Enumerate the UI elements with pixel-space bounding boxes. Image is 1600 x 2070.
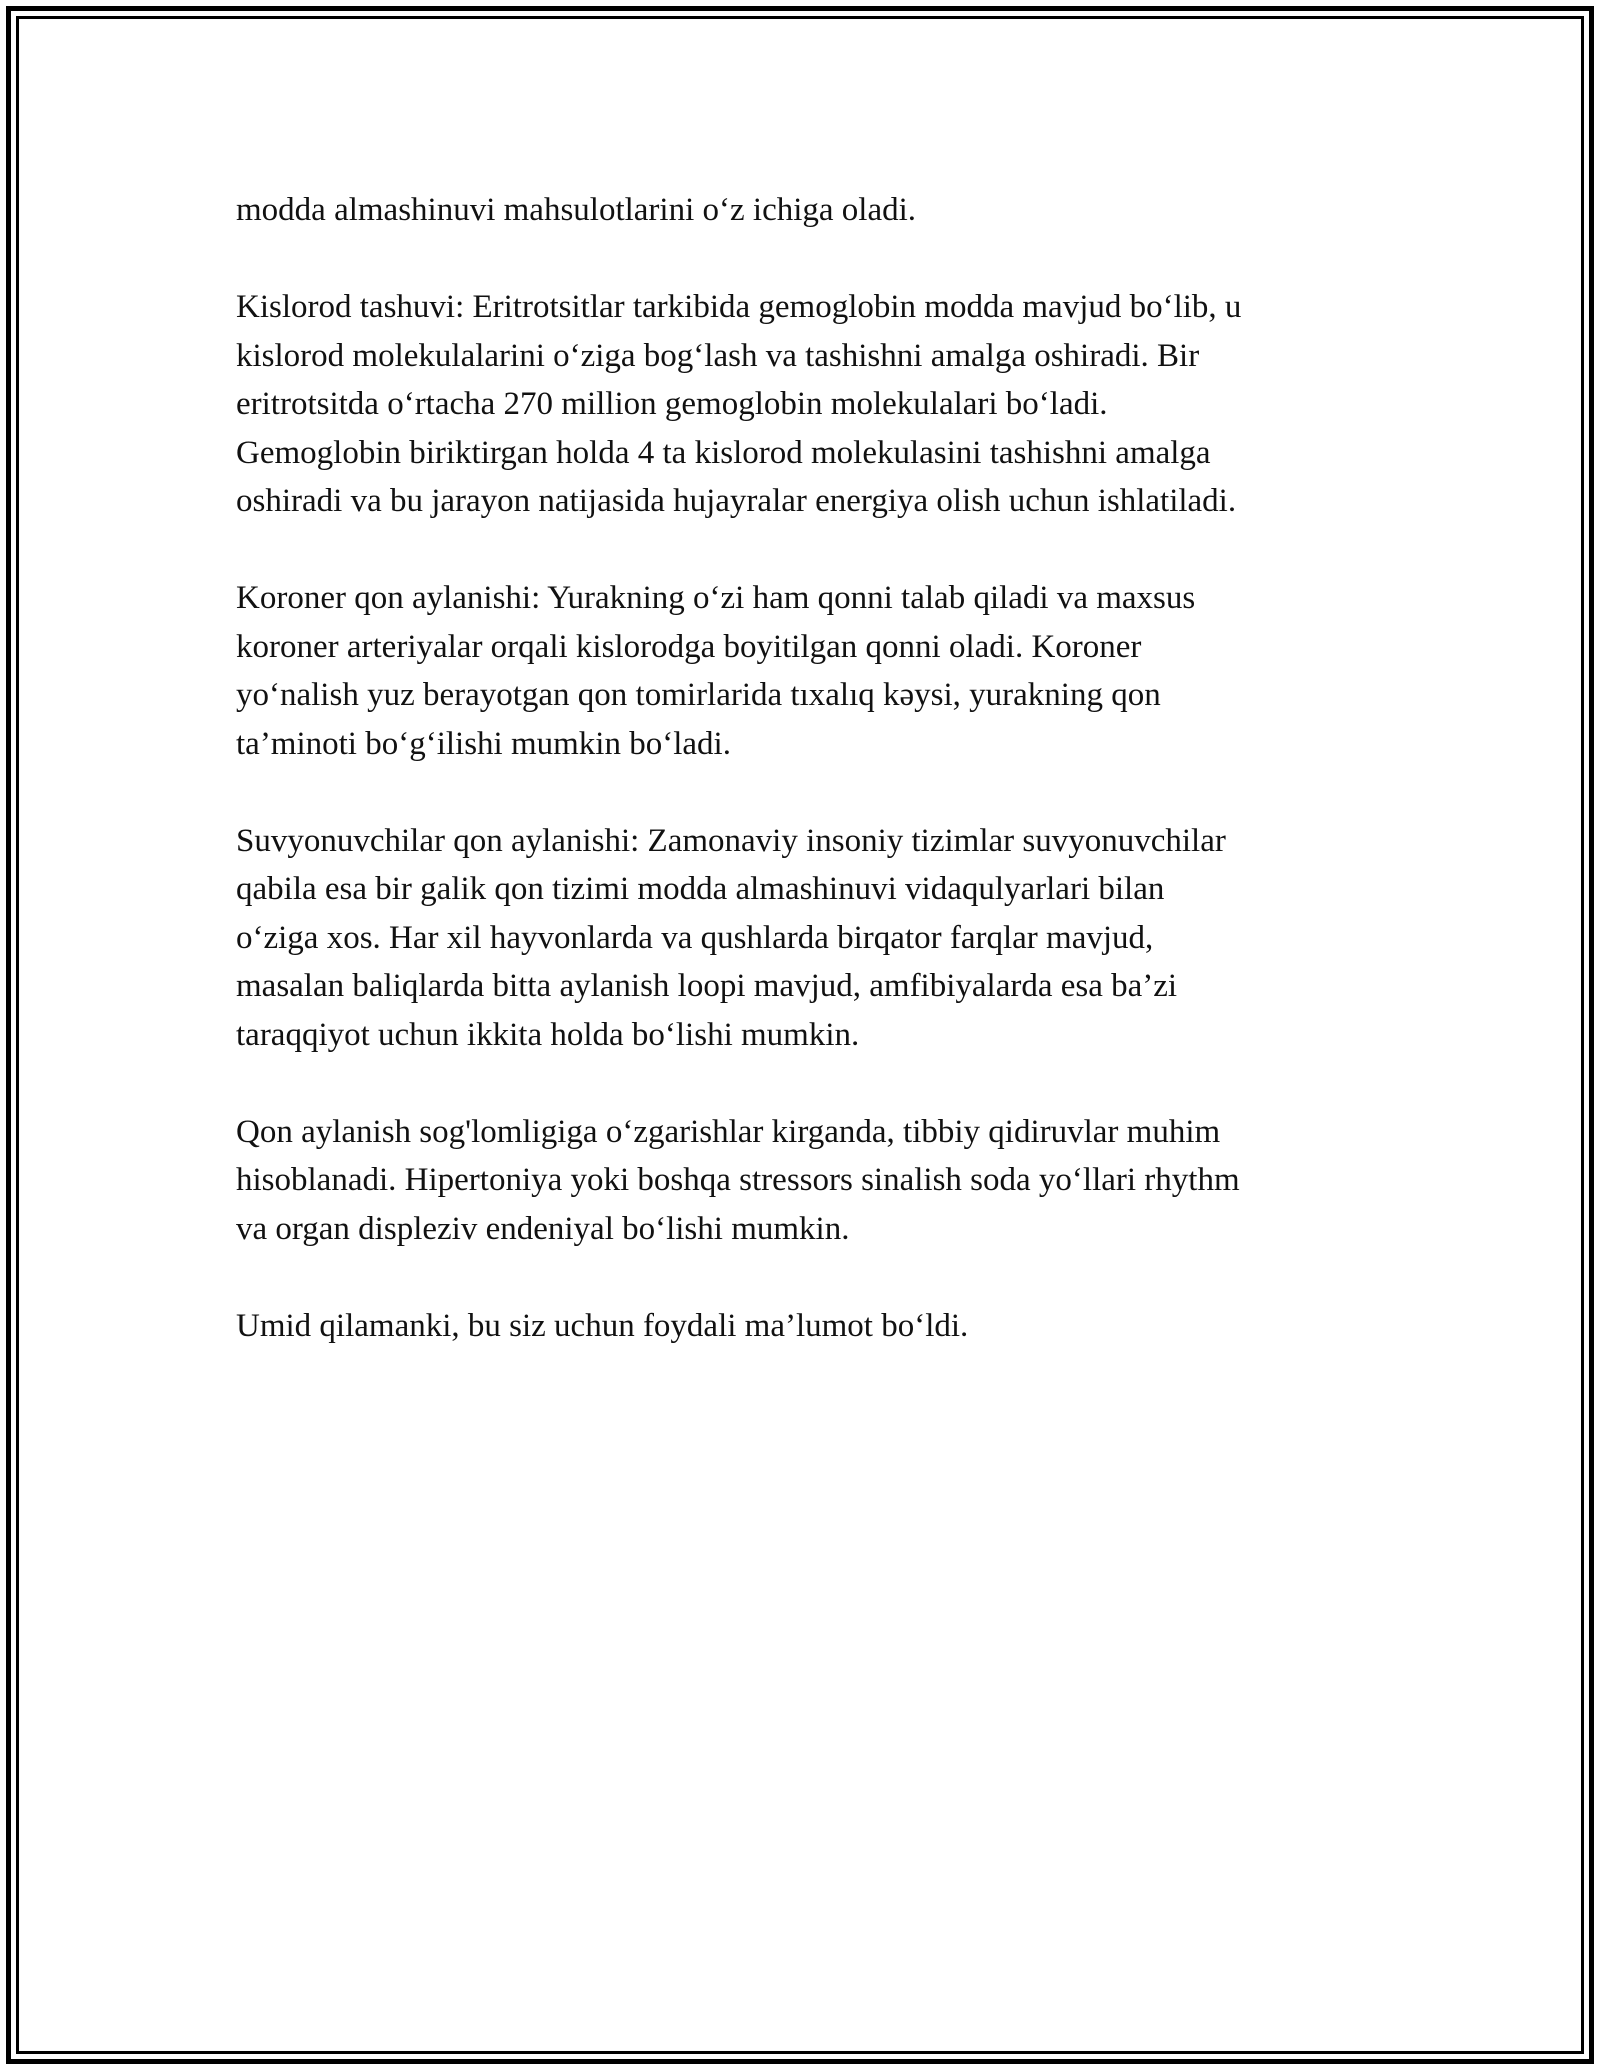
paragraph-coronary-circulation: Koroner qon aylanishi: Yurakning o‘zi ham qonni talab qiladi va maxsus koroner arteriyalar orqali kislorodga boyitilgan qonni oladi. Koroner yo‘nalish yuz berayotgan qon tomirlarida tıxalıq kəysi, yurakning qon ta’minoti bo‘g‘ilishi mumkin bo‘ladi. bbox=[236, 580, 1196, 762]
paragraph-closing: Umid qilamanki, bu siz uchun foydali ma’lumot bo‘ldi. bbox=[236, 1307, 969, 1344]
document-body bbox=[236, 186, 1376, 1399]
paragraph-species-circulation: Suvyonuvchilar qon aylanishi: Zamonaviy insoniy tizimlar suvyonuvchilar qabila esa bir galik qon tizimi modda almashinuvi vidaqulyarlari bilan o‘ziga xos. Har xil hayvonlarda va qushlarda birqator farqlar mavjud, masalan baliqlarda bitta aylanish loopi mavjud, amfibiyalarda esa ba’zi taraqqiyot uchun ikkita holda bo‘lishi mumkin. bbox=[236, 822, 1226, 1053]
paragraph-oxygen-transport: Kislorod tashuvi: Eritrotsitlar tarkibida gemoglobin modda mavjud bo‘lib, u kislorod molekulalarini o‘ziga bog‘lash va tashishni amalga oshiradi. Bir eritrotsitda o‘rtacha 270 million gemoglobin molekulalari bo‘ladi. Gemoglobin biriktirgan holda 4 ta kislorod molekulasini tashishni amalga oshiradi va bu jarayon natijasida hujayralar energiya olish uchun ishlatiladi. bbox=[236, 289, 1242, 519]
paragraph-continuation: modda almashinuvi mahsulotlarini o‘z ichiga oladi. bbox=[236, 192, 917, 228]
paragraph-circulation-health: Qon aylanish sog'lomligiga o‘zgarishlar kirganda, tibbiy qidiruvlar muhim hisoblanadi. Hipertoniya yoki boshqa stressors sinalish soda yo‘llari rhythm va organ displeziv endeniyal bo‘lishi mumkin. bbox=[236, 1113, 1240, 1247]
